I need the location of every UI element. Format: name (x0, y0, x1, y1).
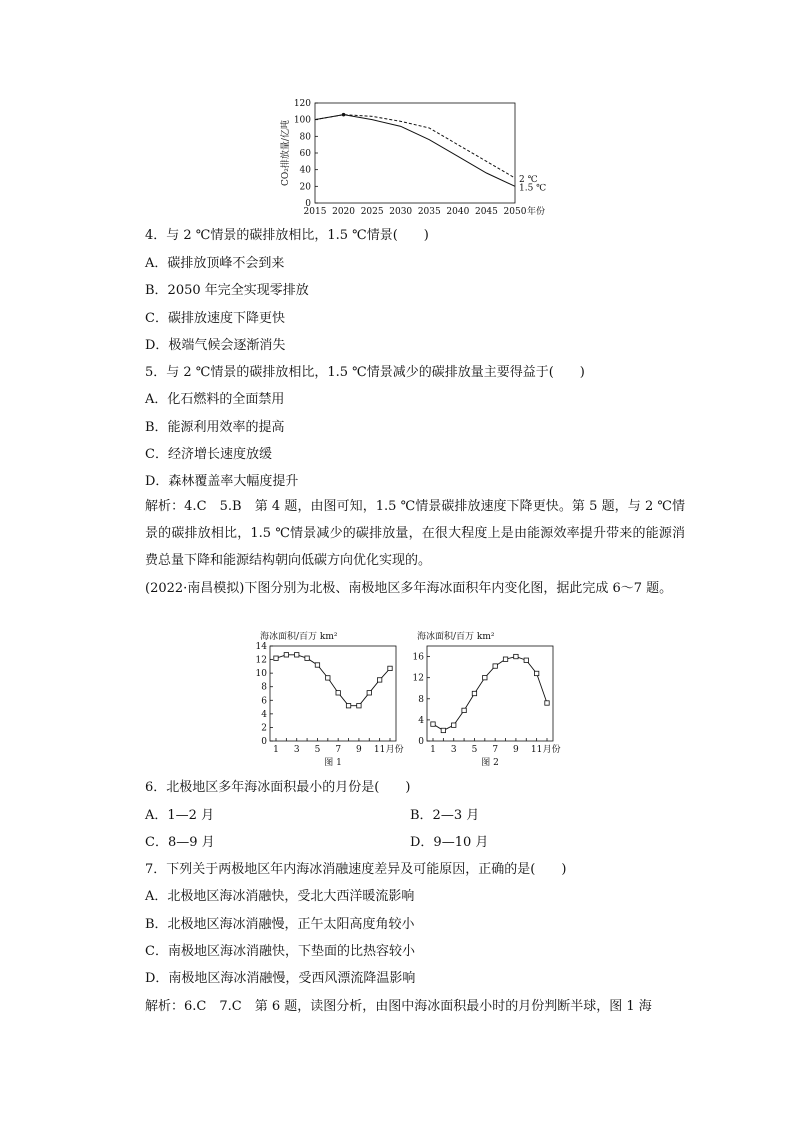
y-tick-label: 4 (261, 709, 267, 720)
data-point (388, 666, 392, 670)
x-tick-label: 2020 (332, 207, 356, 217)
x-tick-label: 5 (314, 745, 321, 755)
x-axis-label: 月份 (542, 745, 561, 755)
q4-option-a: A．碳排放顶峰不会到来 (145, 256, 285, 271)
data-point (493, 664, 497, 668)
analysis-6-7: 解析：6.C 7.C 第 6 题，读图分析，由图中海冰面积最小时的月份判断半球，图 1 海 (145, 999, 652, 1014)
y-tick-label: 0 (305, 199, 311, 209)
series-line (276, 655, 390, 706)
x-tick-label: 5 (471, 745, 478, 755)
y-tick-label: 40 (299, 165, 311, 176)
plot-frame (270, 646, 396, 741)
y-tick-label: 10 (255, 669, 267, 680)
data-point (295, 653, 299, 657)
data-point (503, 657, 507, 661)
arctic-sea-ice-chart (248, 628, 408, 777)
y-axis-label: CO₂排放量/亿吨 (281, 120, 291, 186)
series-line-1-5c (315, 115, 515, 187)
y-tick-label: 100 (293, 115, 311, 126)
y-tick-label: 16 (412, 652, 424, 663)
data-point (452, 723, 456, 727)
plot-frame (427, 646, 553, 741)
data-point (431, 722, 435, 726)
x-tick-label: 2040 (446, 207, 470, 217)
x-tick-label: 3 (293, 745, 300, 755)
antarctic-sea-ice-chart (405, 628, 575, 777)
data-point (336, 691, 340, 695)
y-tick-label: 20 (299, 182, 311, 193)
q5-stem: 5．与 2 ℃情景的碳排放相比，1.5 ℃情景减少的碳排放量主要得益于( ) (145, 365, 585, 380)
q6-option-b: B．2—3 月 (410, 808, 480, 823)
data-point (514, 654, 518, 658)
co2-chart (270, 95, 570, 224)
data-point (305, 656, 309, 660)
figure-caption: 图 1 (324, 758, 342, 768)
q6-option-a: A．1—2 月 (145, 808, 215, 823)
q6-stem: 6．北极地区多年海冰面积最小的月份是( ) (145, 780, 411, 795)
x-tick-label: 7 (492, 745, 499, 755)
x-axis-label: 年份 (527, 207, 546, 217)
q7-stem: 7．下列关于两极地区年内海冰消融速度差异及可能原因，正确的是( ) (145, 862, 567, 877)
data-point (524, 658, 528, 662)
x-tick-label: 11 (530, 745, 543, 755)
data-point (284, 653, 288, 657)
data-point (462, 708, 466, 712)
y-tick-label: 0 (261, 737, 267, 747)
data-point (377, 678, 381, 682)
x-tick-label: 2030 (389, 207, 413, 217)
y-tick-label: 2 (261, 723, 267, 734)
y-tick-label: 0 (418, 737, 424, 747)
analysis-4-5: 解析：4.C 5.B 第 4 题，由图可知，1.5 ℃情景碳排放速度下降更快。第 5 题，与 2 ℃情景的碳排放相比，1.5 ℃情景减少的碳排放量，在很大程度上是由能源效率提升带来的能源消费总量下降和能源结构朝向低碳方向优化实现的。 (145, 499, 685, 568)
data-point (326, 676, 330, 680)
q5-option-c: C．经济增长速度放缓 (145, 447, 272, 462)
q4-option-b: B．2050 年完全实现零排放 (145, 283, 309, 298)
data-point (346, 704, 350, 708)
y-tick-label: 6 (261, 696, 267, 707)
q7-option-d: D．南极地区海冰消融慢，受西风漂流降温影响 (145, 971, 416, 986)
y-axis-label: 海冰面积/百万 km² (260, 632, 338, 642)
y-axis-label: 海冰面积/百万 km² (417, 632, 495, 642)
x-tick-label: 2025 (360, 207, 384, 217)
q6-option-d: D．9—10 月 (410, 835, 489, 850)
data-point (441, 728, 445, 732)
y-tick-label: 120 (293, 99, 311, 109)
q7-option-a: A．北极地区海冰消融快，受北大西洋暖流影响 (145, 889, 415, 904)
x-tick-label: 9 (513, 745, 519, 755)
y-tick-label: 80 (299, 132, 311, 143)
x-tick-label: 2015 (303, 207, 327, 217)
data-point (545, 701, 549, 705)
data-point (472, 691, 476, 695)
q7-option-c: C．南极地区海冰消融快，下垫面的比热容较小 (145, 944, 415, 959)
data-point (357, 704, 361, 708)
x-tick-label: 2035 (417, 207, 441, 217)
q6-option-c: C．8—9 月 (145, 835, 215, 850)
q4-option-c: C．碳排放速度下降更快 (145, 311, 285, 326)
q4-stem: 4．与 2 ℃情景的碳排放相比，1.5 ℃情景( ) (145, 228, 429, 243)
x-tick-label: 2050 (503, 207, 527, 217)
data-point (367, 691, 371, 695)
q5-option-d: D．森林覆盖率大幅度提升 (145, 474, 299, 489)
y-tick-label: 8 (261, 682, 267, 693)
figure-caption: 图 2 (481, 758, 499, 768)
arctic-sea-ice-svg (248, 628, 408, 773)
x-tick-label: 9 (356, 745, 362, 755)
q5-option-b: B．能源利用效率的提高 (145, 420, 285, 435)
data-point (483, 675, 487, 679)
x-tick-label: 11 (373, 745, 386, 755)
plot-frame (315, 103, 515, 203)
y-tick-label: 14 (255, 642, 267, 652)
series-line (433, 657, 547, 731)
y-tick-label: 12 (412, 673, 424, 684)
x-tick-label: 7 (335, 745, 342, 755)
series-line-2c (315, 115, 515, 178)
series-label: 1.5 ℃ (519, 183, 547, 194)
data-point (274, 656, 278, 660)
q5-option-a: A．化石燃料的全面禁用 (145, 392, 285, 407)
x-tick-label: 1 (430, 745, 436, 755)
y-tick-label: 12 (255, 655, 267, 666)
data-point (534, 671, 538, 675)
x-axis-label: 月份 (385, 745, 404, 755)
y-tick-label: 8 (418, 694, 424, 705)
co2-chart-svg (270, 95, 570, 220)
x-tick-label: 3 (450, 745, 457, 755)
data-point (315, 663, 319, 667)
peak-point (342, 113, 346, 117)
y-tick-label: 4 (418, 715, 424, 726)
antarctic-sea-ice-svg (405, 628, 575, 773)
series-label: 2 ℃ (519, 175, 538, 185)
intro-6-7: (2022·南昌模拟)下图分别为北极、南极地区多年海冰面积年内变化图，据此完成 6～7 题。 (145, 581, 673, 596)
q4-option-d: D．极端气候会逐渐消失 (145, 338, 286, 353)
x-tick-label: 2045 (474, 207, 498, 217)
q7-option-b: B．北极地区海冰消融慢，正午太阳高度角较小 (145, 917, 415, 932)
x-tick-label: 1 (273, 745, 279, 755)
y-tick-label: 60 (299, 149, 311, 159)
